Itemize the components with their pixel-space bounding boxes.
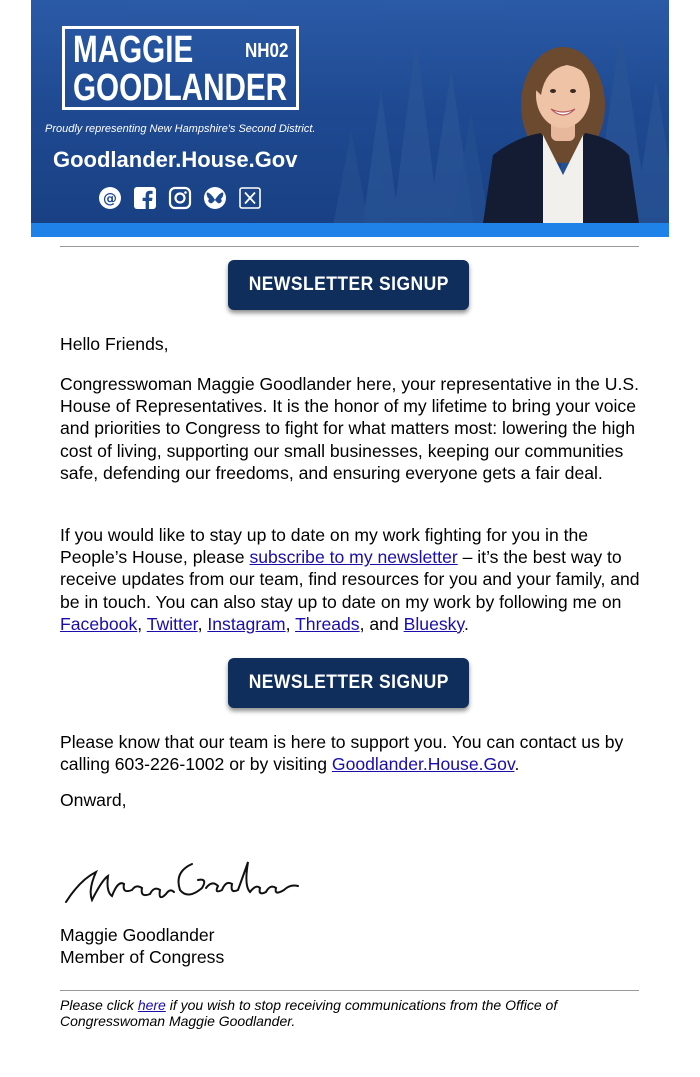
x-icon[interactable] — [238, 186, 262, 210]
threads-link[interactable]: Threads — [295, 613, 360, 634]
logo — [62, 26, 299, 110]
social-icons — [98, 186, 262, 210]
subscribe-link[interactable]: subscribe to my newsletter — [249, 547, 458, 568]
signature — [62, 850, 302, 912]
instagram-icon[interactable] — [168, 186, 192, 210]
instagram-link[interactable]: Instagram — [207, 613, 286, 634]
unsubscribe-link[interactable]: here — [137, 997, 166, 1013]
newsletter-signup-button[interactable]: NEWSLETTER SIGNUP — [228, 260, 469, 310]
unsubscribe-notice: Please click here if you wish to stop receiving communications from the Office of Congresswoman Maggie Goodlander. — [60, 997, 558, 1029]
facebook-icon[interactable] — [133, 186, 157, 210]
divider — [60, 246, 639, 247]
threads-icon[interactable] — [98, 186, 122, 210]
portrait-photo — [471, 25, 641, 237]
website-link[interactable]: Goodlander.House.Gov — [331, 754, 515, 775]
svg-text:@: @ — [103, 191, 117, 207]
logo-district: NH02 — [245, 40, 289, 62]
footer-divider — [60, 990, 639, 991]
signoff-title: Member of Congress — [60, 947, 225, 967]
newsletter-signup-button-2[interactable]: NEWSLETTER SIGNUP — [228, 658, 469, 708]
site-url[interactable]: Goodlander.House.Gov — [53, 147, 298, 172]
contact-paragraph: Please know that our team is here to support you. You can contact us by calling 603-226-1002 or by visiting Goodlander.House.Gov. — [60, 732, 624, 775]
logo-name: MAGGIE GOODLANDER — [73, 29, 288, 109]
facebook-link[interactable]: Facebook — [60, 613, 138, 634]
banner-accent-strip — [31, 223, 669, 237]
tagline: Proudly representing New Hampshire's Second District. — [45, 123, 316, 135]
twitter-link[interactable]: Twitter — [146, 613, 198, 634]
bluesky-link[interactable]: Bluesky — [403, 613, 464, 634]
signoff-name: Maggie Goodlander — [60, 925, 215, 945]
stay-updated-paragraph: If you would like to stay up to date on my work fighting for you in the People’s House, please subscribe to my newsletter – it’s the best way to receive updates from our team, find resources for you and your family, and be in touch. You can also stay up to date on my work by following me on Facebook, Twitter, Instagram, Threads, and Bluesky. — [60, 525, 640, 634]
signoff — [60, 924, 645, 968]
header-banner — [31, 0, 669, 237]
intro-paragraph: Congresswoman Maggie Goodlander here, your representative in the U.S. House of Representatives. It is the honor of my lifetime to bring your voice and priorities to Congress to fight for what matters most: lowering the high cost of living, supporting our small businesses, keeping our communities safe, defending our freedoms, and ensuring everyone gets a fair deal. — [60, 374, 639, 483]
closing: Onward, — [60, 790, 127, 810]
bluesky-icon[interactable] — [203, 186, 227, 210]
greeting: Hello Friends, — [60, 334, 169, 354]
